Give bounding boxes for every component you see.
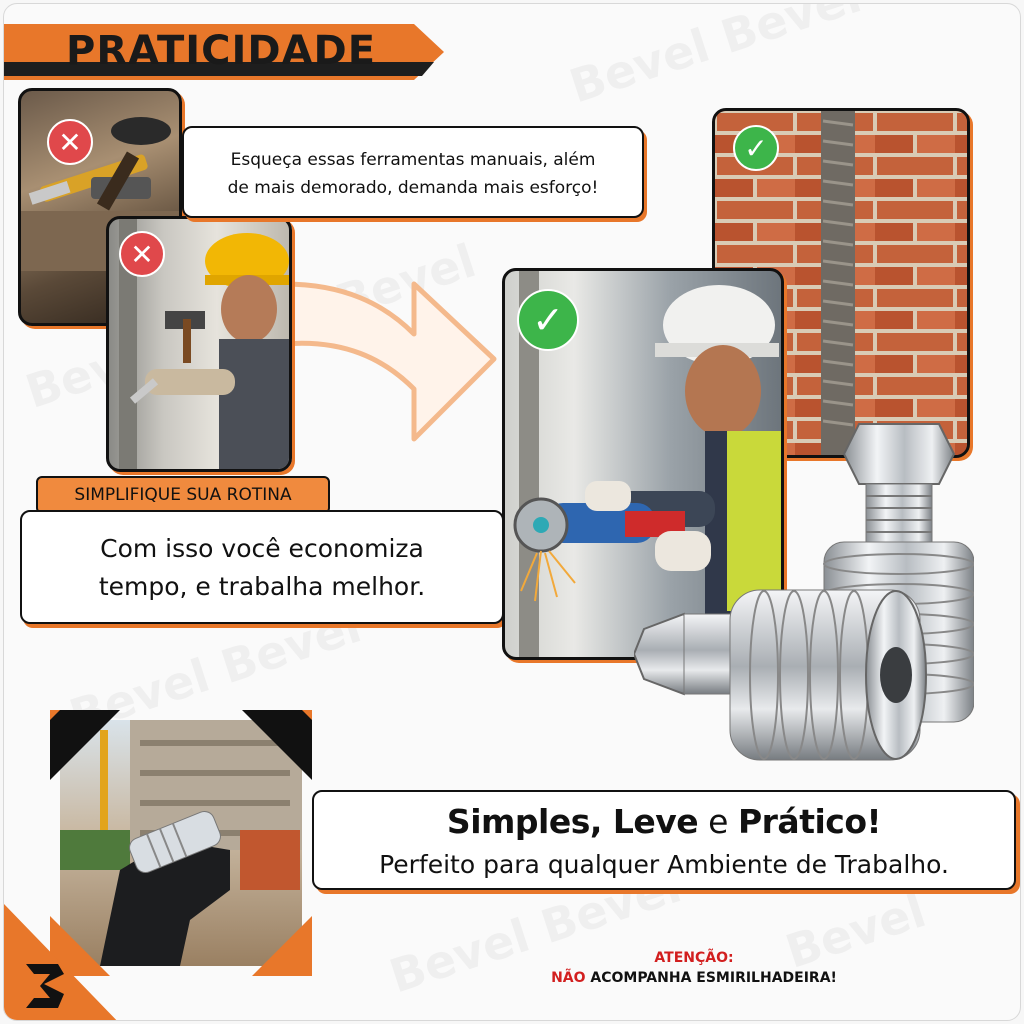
adapter-product-illustration <box>634 414 974 794</box>
save-time-callout <box>20 510 504 624</box>
callout-line: tempo, e trabalha melhor. <box>98 572 426 601</box>
transition-arrow-icon <box>274 264 504 464</box>
brand-logo-icon <box>14 956 74 1016</box>
manual-worker-photo <box>106 216 292 472</box>
check-icon: ✓ <box>733 125 779 171</box>
simplify-label: SIMPLIFIQUE SUA ROTINA <box>36 476 330 514</box>
warning-note <box>424 948 964 988</box>
warning-title: ATENÇÃO: <box>654 950 734 966</box>
check-icon: ✓ <box>517 289 579 351</box>
subline: Perfeito para qualquer Ambiente de Trabalho. <box>379 850 949 879</box>
callout-line: Com isso você economiza <box>100 534 424 563</box>
manual-tools-callout <box>182 126 644 218</box>
headline: Simples, Leve e Prático! <box>446 802 882 841</box>
x-icon: ✕ <box>47 119 93 165</box>
photo-corner-frame <box>50 710 312 976</box>
page-title: PRATICIDADE <box>66 28 377 74</box>
callout-line: Esqueça essas ferramentas manuais, além <box>230 150 596 170</box>
callout-line: de mais demorado, demanda mais esforço! <box>227 178 599 198</box>
construction-site-photo <box>50 710 312 976</box>
warning-text: NÃO ACOMPANHA ESMIRILHADEIRA! <box>551 970 837 986</box>
page-frame <box>3 3 1021 1021</box>
headline-box <box>312 790 1016 890</box>
x-icon: ✕ <box>119 231 165 277</box>
watermark <box>563 3 867 113</box>
